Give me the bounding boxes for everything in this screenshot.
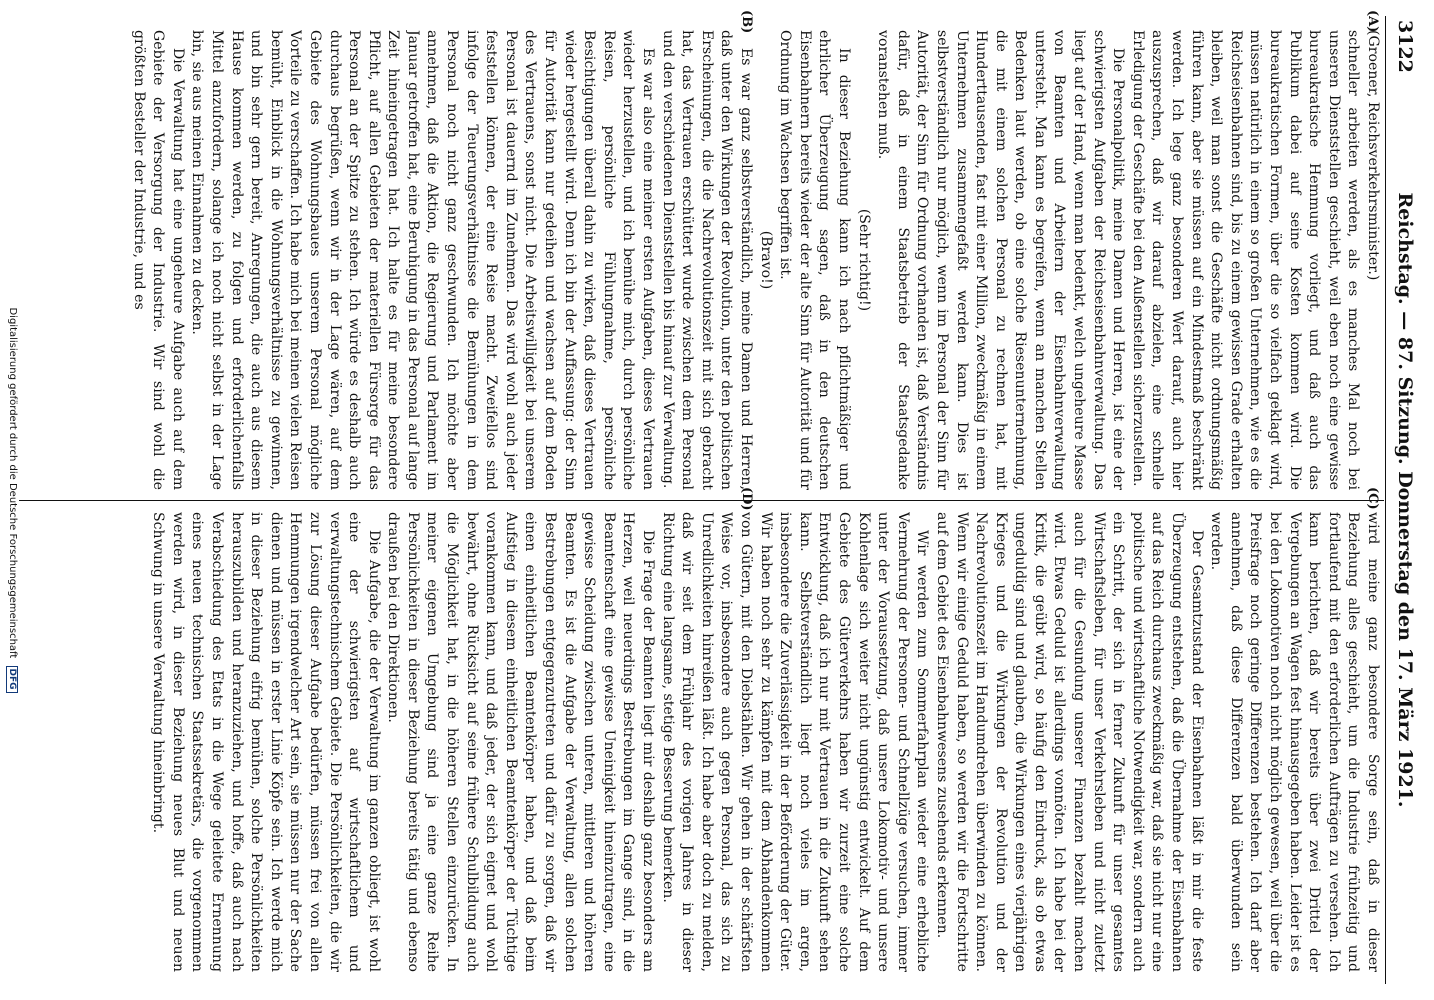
footer-text: Digitalisierung gefördert durch die Deutsche Forschungsgemeinschaft (7, 307, 18, 659)
paragraph: Die Personalpolitik, meine Damen und Herren, ist eine der schwierigsten Aufgaben der Reichseisenbahnverwaltung. Das liegt auf der Hand, wenn man bedenkt, welch ungeheure Masse von Beamten und Arbeitern der Eisenbahnverwaltung untersteht. Man kann es begreifen, wenn an manchen Stellen Bedenken laut werden, ob eine solche Riesenunternehmung, die mit einem solchen Personal zu rechnen hat, mit Hunderttausenden, fast mit einer Million, zweckmäßig in einem Unternehmen zusammengefaßt werden kann. Dies ist selbstverständlich nur möglich, wenn im Personal der Sinn für Autorität, der Sinn für Ordnung vorhanden ist, daß Verständnis dafür, daß in einem Staatsbetrieb der Staatsgedanke voranstehen muß. (875, 30, 1127, 490)
page-title: Reichstag. — 87. Sitzung. Donnerstag den 17. März 1921. (1394, 192, 1416, 808)
right-column (22, 512, 1382, 972)
paragraph: Es war ganz selbstverständlich, meine Damen und Herren, daß unter den Wirkungen der Revolution, unter den politischen Erscheinungen, die die Nachrevolutionszeit mit sich gebracht hat, das Vertrauen erschüttert wurde zwischen dem Personal und den verschiedenen Dienststellen bis hinauf zur Verwaltung. (659, 30, 754, 490)
paragraph: Die Aufgabe, die der Verwaltung im ganzen obliegt, ist wohl eine der schwierigsten auf wirtschaftlichem und verwaltungstechnischem Gebiete. Die Persönlichkeiten, die wir zur Lösung dieser Aufgabe bedürfen, müssen frei von allen Hemmungen irgendwelcher Art sein, sie müssen nur der Sache dienen und müssen in erster Linie Köpfe sein. Ich werde mich in dieser Beziehung eifrig bemühen, solche Persönlichkeiten herauszubilden und heranzuziehen, und hoffe, daß auch nach Verabschiedung des Etats in die Wege geleitete Ernennung eines neuen technischen Staatssekretärs, die vorgenommen werden wird, in dieser Beziehung neues Blut und neuen Schwung in unsere Verwaltung hineinbringt. (150, 512, 382, 972)
paragraph: (Sehr richtig!) (855, 208, 872, 312)
column-divider (19, 500, 1384, 501)
margin-letter-b: (B) (739, 10, 754, 34)
paragraph: (Groener, Reichsverkehrsminister.) (1365, 30, 1381, 281)
dfg-logo: DFG (6, 666, 18, 693)
page-footer (6, 0, 18, 1000)
paragraph: wird meine ganz besondere Sorge sein, daß in dieser Beziehung alles geschieht, um die Industrie frühzeitig und fortlaufend mit den erforderlichen Aufträgen zu versehen. Ich kann berichten, daß wir bereits über zwei Drittel der Vergebungen an Wagen fest hinausgegeben haben. Leider ist es bei den Lokomotiven noch nicht möglich gewesen, weil über die Preisfrage noch geringe Differenzen bestehen. Ich darf aber annehmen, daß diese Differenzen bald überwunden sein werden. (1208, 512, 1381, 972)
margin-letter-d: (D) (739, 487, 754, 511)
paragraph: In dieser Beziehung kann ich nach pflichtmäßiger und ehrlicher Überzeugung sagen, daß in den deutschen Eisenbahnern bereits wieder der alte Sinn für Autorität und für Ordnung im Wachsen begriffen ist. (777, 30, 852, 490)
paragraph: Der Gesamtzustand der Eisenbahnen läßt in mir die feste Überzeugung entstehen, daß die Übernahme der Eisenbahnen auf das Reich durchaus zweckmäßig war, daß sie nicht nur eine politische und wirtschaftliche Notwendigkeit war, sondern auch ein Schritt, der sich in ferner Zukunft für unser gesamtes Wirtschaftsleben, für unser Verkehrsleben und nicht zuletzt auch für die Gesundung unserer Finanzen bezahlt machen wird. Etwas Geduld ist allerdings vonnöten. Ich habe bei der Kritik, die geübt wird, so häufig den Eindruck, als ob etwas ungeduldig sind und glauben, die Wirkungen eines vierjährigen Krieges und die Wirkungen der Revolution und der Nachrevolutionszeit im Handumdrehen überwinden zu können. Wenn wir einige Geduld haben, so werden wir die Fortschritte auf dem Gebiet des Eisenbahnwesens zusehends erkennen. (933, 512, 1205, 972)
paragraph: schneller arbeiten werden, als es manches Mal noch bei unseren Dienststellen geschieht, weil eben noch eine gewisse bureaukratische Hemmung vorliegt, und daß auch das Publikum dabei auf seine Kosten kommen wird. Die bureaukratischen Formen, über die so vielfach geklagt wird, müssen natürlich in einem so großen Unternehmen, wie es die Reichseisenbahnen sind, bis zu einem gewissen Grade erhalten bleiben, weil man sonst die Geschäfte nicht ordnungsmäßig führen kann, aber sie müssen auf ein Mindestmaß beschränkt werden. Ich lege ganz besonderen Wert darauf, auch hier auszusprechen, daß wir darauf abzielen, eine schnelle Erledigung der Geschäfte bei den Außenstellen sicherzustellen. (1129, 30, 1362, 490)
paragraph: Die Verwaltung hat eine ungeheure Aufgabe auch auf dem Gebiete der Versorgung der Industrie. Wir sind wohl die größten Besteller der Industrie, und es (130, 30, 186, 490)
page-header (1385, 16, 1420, 984)
paragraph: Wir werden zum Sommerfahrplan wieder eine erhebliche Vermehrung der Personen- und Schnellzüge versuchen, immer unter der Voraussetzung, daß unsere Lokomotiv- und unsere Kohlenlage sich weiter nicht ungünstig entwickelt. Auf dem Gebiete des Güterverkehrs haben wir zurzeit eine solche Entwicklung, daß ich nur mit Vertrauen in die Zukunft sehen kann. Selbstverständlich liegt noch vieles im argen, insbesondere die Zuverlässigkeit in der Beförderung der Güter. Wir haben noch sehr zu kämpfen mit dem Abhandenkommen von Gütern, mit den Diebstählen. Wir gehen in der schärfsten Weise vor, insbesondere auch gegen Personal, das sich zu Unredlichkeiten hinreißen läßt. Ich habe aber doch zu melden, daß wir seit dem Frühjahr des vorigen Jahres in dieser Richtung eine langsame, stetige Besserung bemerken. (659, 512, 931, 972)
paragraph: Es war also eine meiner ersten Aufgaben, dieses Vertrauen wieder herzustellen, und ich bemühe mich, durch persönliche Reisen, persönliche Fühlungnahme, persönliche Besichtigungen überall dahin zu wirken, daß dieses Vertrauen wieder hergestellt wird. Denn ich bin der Auffassung: der Sinn für Autorität kann nur gedeihen und wachsen auf dem Boden des Vertrauens, sonst nicht. Die Arbeitswilligkeit bei unserem Personal ist dauernd im Zunehmen. Das wird wohl auch jeder feststellen können, der eine Reise macht. Zweifellos sind infolge der Teuerungsverhältnisse die Bemühungen in dem Personal noch nicht ganz geschwunden. Ich möchte aber annehmen, daß die Aktion, die Regierung und Parlament im Januar getroffen hat, eine Beruhigung in das Personal auf lange Zeit hineingetragen hat. Ich halte es für meine besondere Pflicht, auf allen Gebieten der materiellen Fürsorge für das Personal an der Spitze zu stehen. Ich würde es deshalb auch durchaus begrüßen, wenn wir in der Lage wären, auf dem Gebiete des Wohnungsbaues unserem Personal mögliche Vorteile zu verschaffen. Ich habe mich bei meinen vielen Reisen bemüht, Einblick in die Wohnungsverhältnisse zu gewinnen, und bin sehr gern bereit, Anregungen, die auch aus diesem Hause kommen werden, zu folgen und erforderlichenfalls Mittel anzufordern, solange ich noch nicht selbst in der Lage bin, sie aus meinen Einnahmen zu decken. (189, 30, 657, 490)
left-column (22, 30, 1382, 490)
margin-letter-c: (C) (1365, 487, 1380, 510)
paragraph: Die Frage der Beamten liegt mir deshalb ganz besonders am Herzen, weil neuerdings Bestrebungen im Gange sind, in die Beamtenschaft eine gewisse Uneinigkeit hineinzutragen, eine gewisse Scheidung zwischen unteren, mittleren und höheren Beamten. Es ist die Aufgabe der Verwaltung, allen solchen Bestrebungen entgegenzutreten und dafür zu sorgen, daß wir einen einheitlichen Beamtenkörper haben, und daß beim Aufstieg in diesem einheitlichen Beamtenkörper der Tüchtige vorankommen kann, und daß jeder, der sich eignet und wohl bewährt, ohne Rücksicht auf seine frühere Schulbildung auch die Möglichkeit hat, in die höheren Stellen einzurücken. In meiner eigenen Umgebung sind ja eine ganze Reihe Persönlichkeiten in dieser Beziehung bereits tätig und ebenso draußen bei den Direktionen. (385, 512, 657, 972)
page-number: 3122 (1394, 20, 1416, 73)
margin-letter-a: (A) (1365, 10, 1380, 33)
paragraph: (Bravo!) (757, 230, 774, 290)
